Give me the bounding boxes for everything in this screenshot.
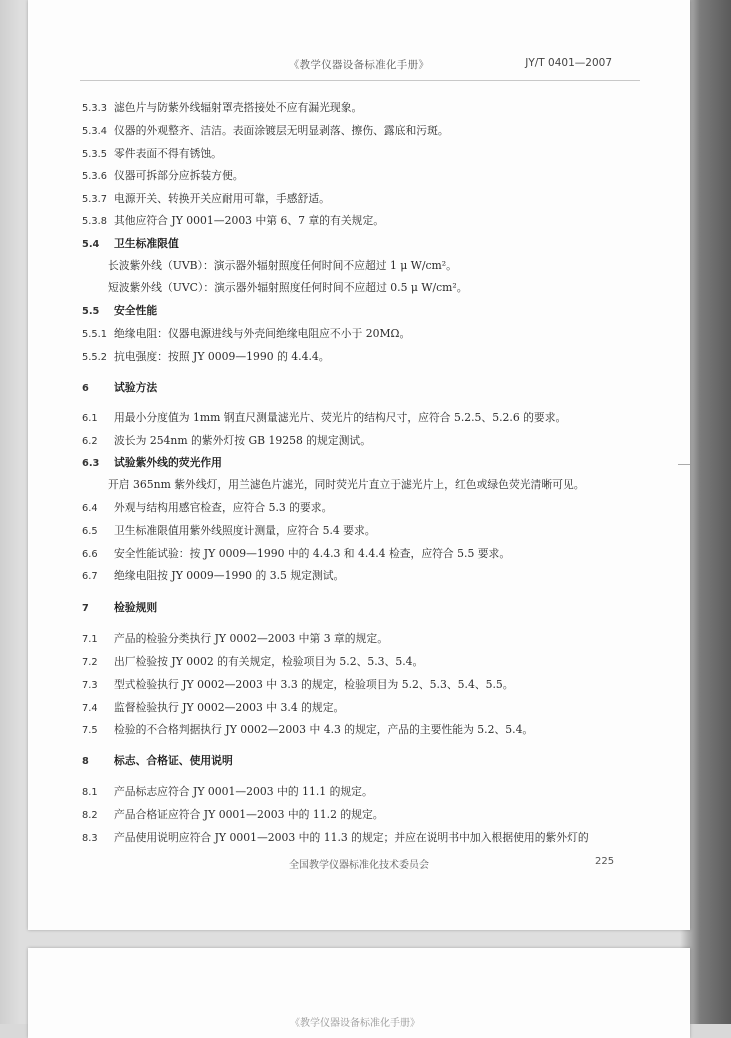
clause-text: 产品使用说明应符合 JY 0001—2003 中的 11.3 的规定；并应在说明书中加入根据使用的紫外灯的 — [114, 831, 589, 844]
next-page-preview — [28, 948, 690, 1038]
clause-text: 电源开关、转换开关应耐用可靠，手感舒适。 — [114, 192, 330, 205]
clause-text: 出厂检验按 JY 0002 的有关规定，检验项目为 5.2、5.3、5.4。 — [114, 655, 424, 668]
clause-number: 7.4 — [82, 703, 98, 714]
clause-number: 6.7 — [82, 571, 98, 582]
clause-line — [82, 169, 244, 184]
clause-line — [82, 632, 388, 647]
clause-line — [82, 350, 330, 365]
clause-line — [82, 214, 384, 229]
clause-text: 卫生标准限值 — [114, 237, 179, 250]
clause-number: 7.1 — [82, 634, 98, 645]
clause-text: 波长为 254nm 的紫外灯按 GB 19258 的规定测试。 — [114, 434, 372, 447]
clause-text: 仪器可拆部分应拆装方便。 — [114, 169, 244, 182]
clause-text: 型式检验执行 JY 0002—2003 中 3.3 的规定，检验项目为 5.2、5.3、5.4、5.5。 — [114, 678, 514, 691]
clause-text: 安全性能试验：按 JY 0009—1990 中的 4.4.3 和 4.4.4 检查，应符合 5.5 要求。 — [114, 547, 511, 560]
clause-text: 用最小分度值为 1mm 钢直尺测量滤光片、荧光片的结构尺寸，应符合 5.2.5、5.2.6 的要求。 — [114, 411, 567, 424]
clause-line — [82, 434, 371, 449]
clause-text: 长波紫外线（UVB）：演示器外辐射照度任何时间不应超过 1 μ W/cm²。 — [108, 259, 457, 272]
clause-number: 5.3.8 — [82, 216, 107, 227]
clause-line — [82, 808, 384, 823]
clause-text: 开启 365nm 紫外线灯，用兰滤色片滤光，同时荧光片直立于滤光片上，红色或绿色荧光清晰可见。 — [108, 478, 585, 491]
clause-number: 6 — [82, 383, 89, 394]
clause-number: 6.2 — [82, 436, 98, 447]
clause-text: 产品标志应符合 JY 0001—2003 中的 11.1 的规定。 — [114, 785, 373, 798]
footer-committee: 全国教学仪器标准化技术委员会 — [289, 860, 429, 871]
clause-number: 7.3 — [82, 680, 98, 691]
clause-number: 5.3.3 — [82, 103, 107, 114]
clause-number: 8 — [82, 756, 89, 767]
clause-line — [82, 678, 514, 693]
clause-number: 5.5 — [82, 306, 100, 317]
clause-line — [82, 655, 423, 670]
clause-number: 5.4 — [82, 239, 100, 250]
running-header-title: 《教学仪器设备标准化手册》 — [288, 59, 430, 71]
clause-line — [82, 124, 449, 139]
section-heading — [82, 754, 233, 769]
clause-number: 6.6 — [82, 549, 98, 560]
clause-text: 绝缘电阻按 JY 0009—1990 的 3.5 规定测试。 — [114, 569, 345, 582]
page-number: 225 — [595, 856, 615, 867]
clause-text: 试验方法 — [114, 381, 158, 394]
section-heading — [82, 381, 157, 396]
clause-line — [82, 723, 533, 738]
clause-text: 标志、合格证、使用说明 — [114, 754, 233, 767]
standard-code: JY/T 0401—2007 — [525, 57, 612, 69]
section-heading — [82, 601, 157, 616]
clause-text: 短波紫外线（UVC）：演示器外辐射照度任何时间不应超过 0.5 μ W/cm²。 — [108, 281, 468, 294]
clause-number: 6.5 — [82, 526, 98, 537]
paragraph-line — [108, 478, 585, 492]
clause-text: 产品合格证应符合 JY 0001—2003 中的 11.2 的规定。 — [114, 808, 384, 821]
next-page-header-fragment: 《教学仪器设备标准化手册》 — [290, 1018, 420, 1029]
section-heading — [82, 237, 179, 252]
clause-number: 5.3.5 — [82, 149, 107, 160]
clause-line — [82, 831, 589, 846]
clause-line — [82, 701, 344, 716]
clause-number: 7 — [82, 603, 89, 614]
clause-line — [82, 327, 410, 342]
header-rule — [80, 80, 640, 81]
clause-text: 监督检验执行 JY 0002—2003 中 3.4 的规定。 — [114, 701, 345, 714]
clause-text: 其他应符合 JY 0001—2003 中第 6、7 章的有关规定。 — [114, 214, 385, 227]
section-heading — [82, 304, 157, 319]
clause-number: 7.5 — [82, 725, 98, 736]
clause-line — [82, 524, 376, 539]
clause-text: 仪器的外观整齐、洁洁。表面涂镀层无明显剥落、擦伤、露底和污斑。 — [114, 124, 449, 137]
clause-text: 零件表面不得有锈蚀。 — [114, 147, 222, 160]
clause-text: 卫生标准限值用紫外线照度计测量，应符合 5.4 要求。 — [114, 524, 376, 537]
clause-number: 8.2 — [82, 810, 98, 821]
clause-number: 8.1 — [82, 787, 98, 798]
clause-text: 试验紫外线的荧光作用 — [114, 456, 222, 469]
paragraph-line — [108, 281, 468, 295]
clause-line — [82, 501, 332, 516]
clause-number: 6.3 — [82, 458, 100, 469]
clause-text: 检验规则 — [114, 601, 158, 614]
clause-line — [82, 785, 373, 800]
clause-line — [82, 569, 344, 584]
clause-line — [82, 192, 330, 207]
clause-line — [82, 101, 362, 116]
paragraph-line — [108, 259, 457, 273]
clause-text: 外观与结构用感官检查，应符合 5.3 的要求。 — [114, 501, 333, 514]
section-heading — [82, 456, 222, 471]
scroll-marker — [678, 464, 690, 465]
clause-number: 6.1 — [82, 413, 98, 424]
clause-number: 5.3.4 — [82, 126, 107, 137]
clause-text: 抗电强度：按照 JY 0009—1990 的 4.4.4。 — [114, 350, 330, 363]
document-page — [28, 0, 690, 930]
clause-number: 6.4 — [82, 503, 98, 514]
clause-line — [82, 547, 510, 562]
clause-line — [82, 147, 222, 162]
clause-text: 产品的检验分类执行 JY 0002—2003 中第 3 章的规定。 — [114, 632, 388, 645]
clause-text: 检验的不合格判据执行 JY 0002—2003 中 4.3 的规定，产品的主要性能为 5.2、5.4。 — [114, 723, 534, 736]
clause-text: 绝缘电阻：仪器电源进线与外壳间绝缘电阻应不小于 20MΩ。 — [114, 327, 411, 340]
clause-number: 5.3.6 — [82, 171, 107, 182]
clause-number: 8.3 — [82, 833, 98, 844]
clause-line — [82, 411, 566, 426]
clause-number: 7.2 — [82, 657, 98, 668]
clause-text: 滤色片与防紫外线辐射罩壳搭接处不应有漏光现象。 — [114, 101, 363, 114]
clause-number: 5.3.7 — [82, 194, 107, 205]
clause-text: 安全性能 — [114, 304, 158, 317]
clause-number: 5.5.2 — [82, 352, 107, 363]
clause-number: 5.5.1 — [82, 329, 107, 340]
